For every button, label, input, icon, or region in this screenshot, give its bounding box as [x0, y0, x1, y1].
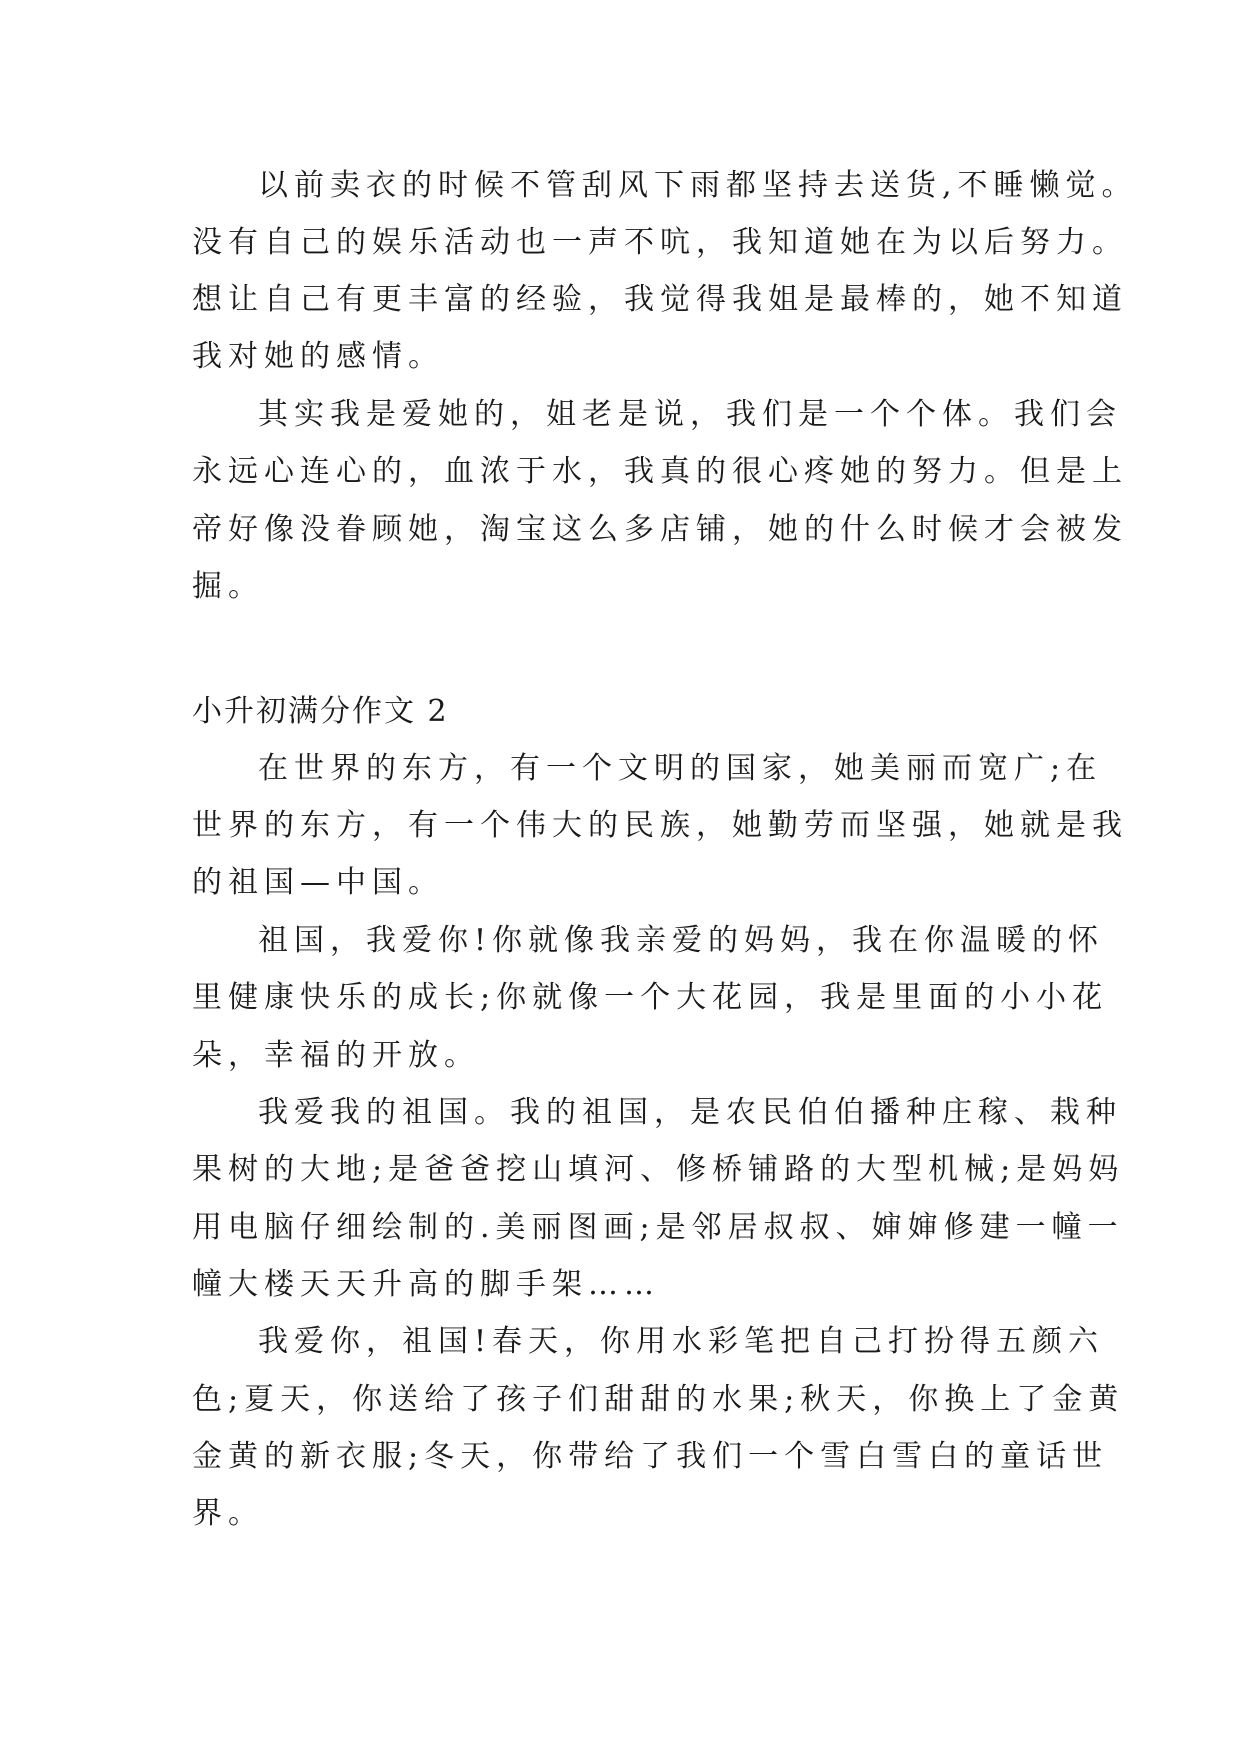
paragraph-3-line-1: 在世界的东方，有一个文明的国家，她美丽而宽广;在: [258, 751, 1103, 786]
paragraph-1-line-2: 没有自己的娱乐活动也一声不吭，我知道她在为以后努力。: [192, 225, 1128, 260]
paragraph-2-line-3: 帝好像没眷顾她，淘宝这么多店铺，她的什么时候才会被发: [192, 512, 1128, 547]
paragraph-6-line-3: 金黄的新衣服;冬天，你带给了我们一个雪白雪白的童话世: [192, 1439, 1109, 1474]
paragraph-5-line-2: 果树的大地;是爸爸挖山填河、修桥铺路的大型机械;是妈妈: [192, 1152, 1125, 1187]
paragraph-1-line-4: 我对她的感情。: [192, 339, 444, 374]
paragraph-5-line-3: 用电脑仔细绘制的.美丽图画;是邻居叔叔、婶婶修建一幢一: [192, 1210, 1124, 1245]
paragraph-4-line-1: 祖国，我爱你!你就像我亲爱的妈妈，我在你温暖的怀: [258, 923, 1105, 958]
paragraph-1-line-3: 想让自己有更丰富的经验，我觉得我姐是最棒的，她不知道: [192, 282, 1128, 317]
paragraph-6-line-1: 我爱你，祖国!春天，你用水彩笔把自己打扮得五颜六: [258, 1324, 1105, 1359]
paragraph-3-line-3: 的祖国—中国。: [192, 865, 444, 900]
paragraph-2-line-4: 掘。: [192, 569, 264, 604]
paragraph-1-line-1: 以前卖衣的时候不管刮风下雨都坚持去送货,不睡懒觉。: [258, 168, 1138, 203]
paragraph-4-line-3: 朵，幸福的开放。: [192, 1038, 480, 1073]
paragraph-4-line-2: 里健康快乐的成长;你就像一个大花园，我是里面的小小花: [192, 980, 1109, 1015]
paragraph-5-line-1: 我爱我的祖国。我的祖国，是农民伯伯播种庄稼、栽种: [258, 1095, 1122, 1130]
paragraph-6-line-2: 色;夏天，你送给了孩子们甜甜的水果;秋天，你换上了金黄: [192, 1382, 1125, 1417]
paragraph-2-line-1: 其实我是爱她的，姐老是说，我们是一个个体。我们会: [258, 397, 1122, 432]
paragraph-6-line-4: 界。: [192, 1496, 264, 1531]
paragraph-2-line-2: 永远心连心的，血浓于水，我真的很心疼她的努力。但是上: [192, 454, 1128, 489]
paragraph-5-line-4: 幢大楼天天升高的脚手架……: [192, 1267, 660, 1302]
paragraph-3-line-2: 世界的东方，有一个伟大的民族，她勤劳而坚强，她就是我: [192, 808, 1128, 843]
section-heading: 小升初满分作文 2: [192, 694, 449, 729]
